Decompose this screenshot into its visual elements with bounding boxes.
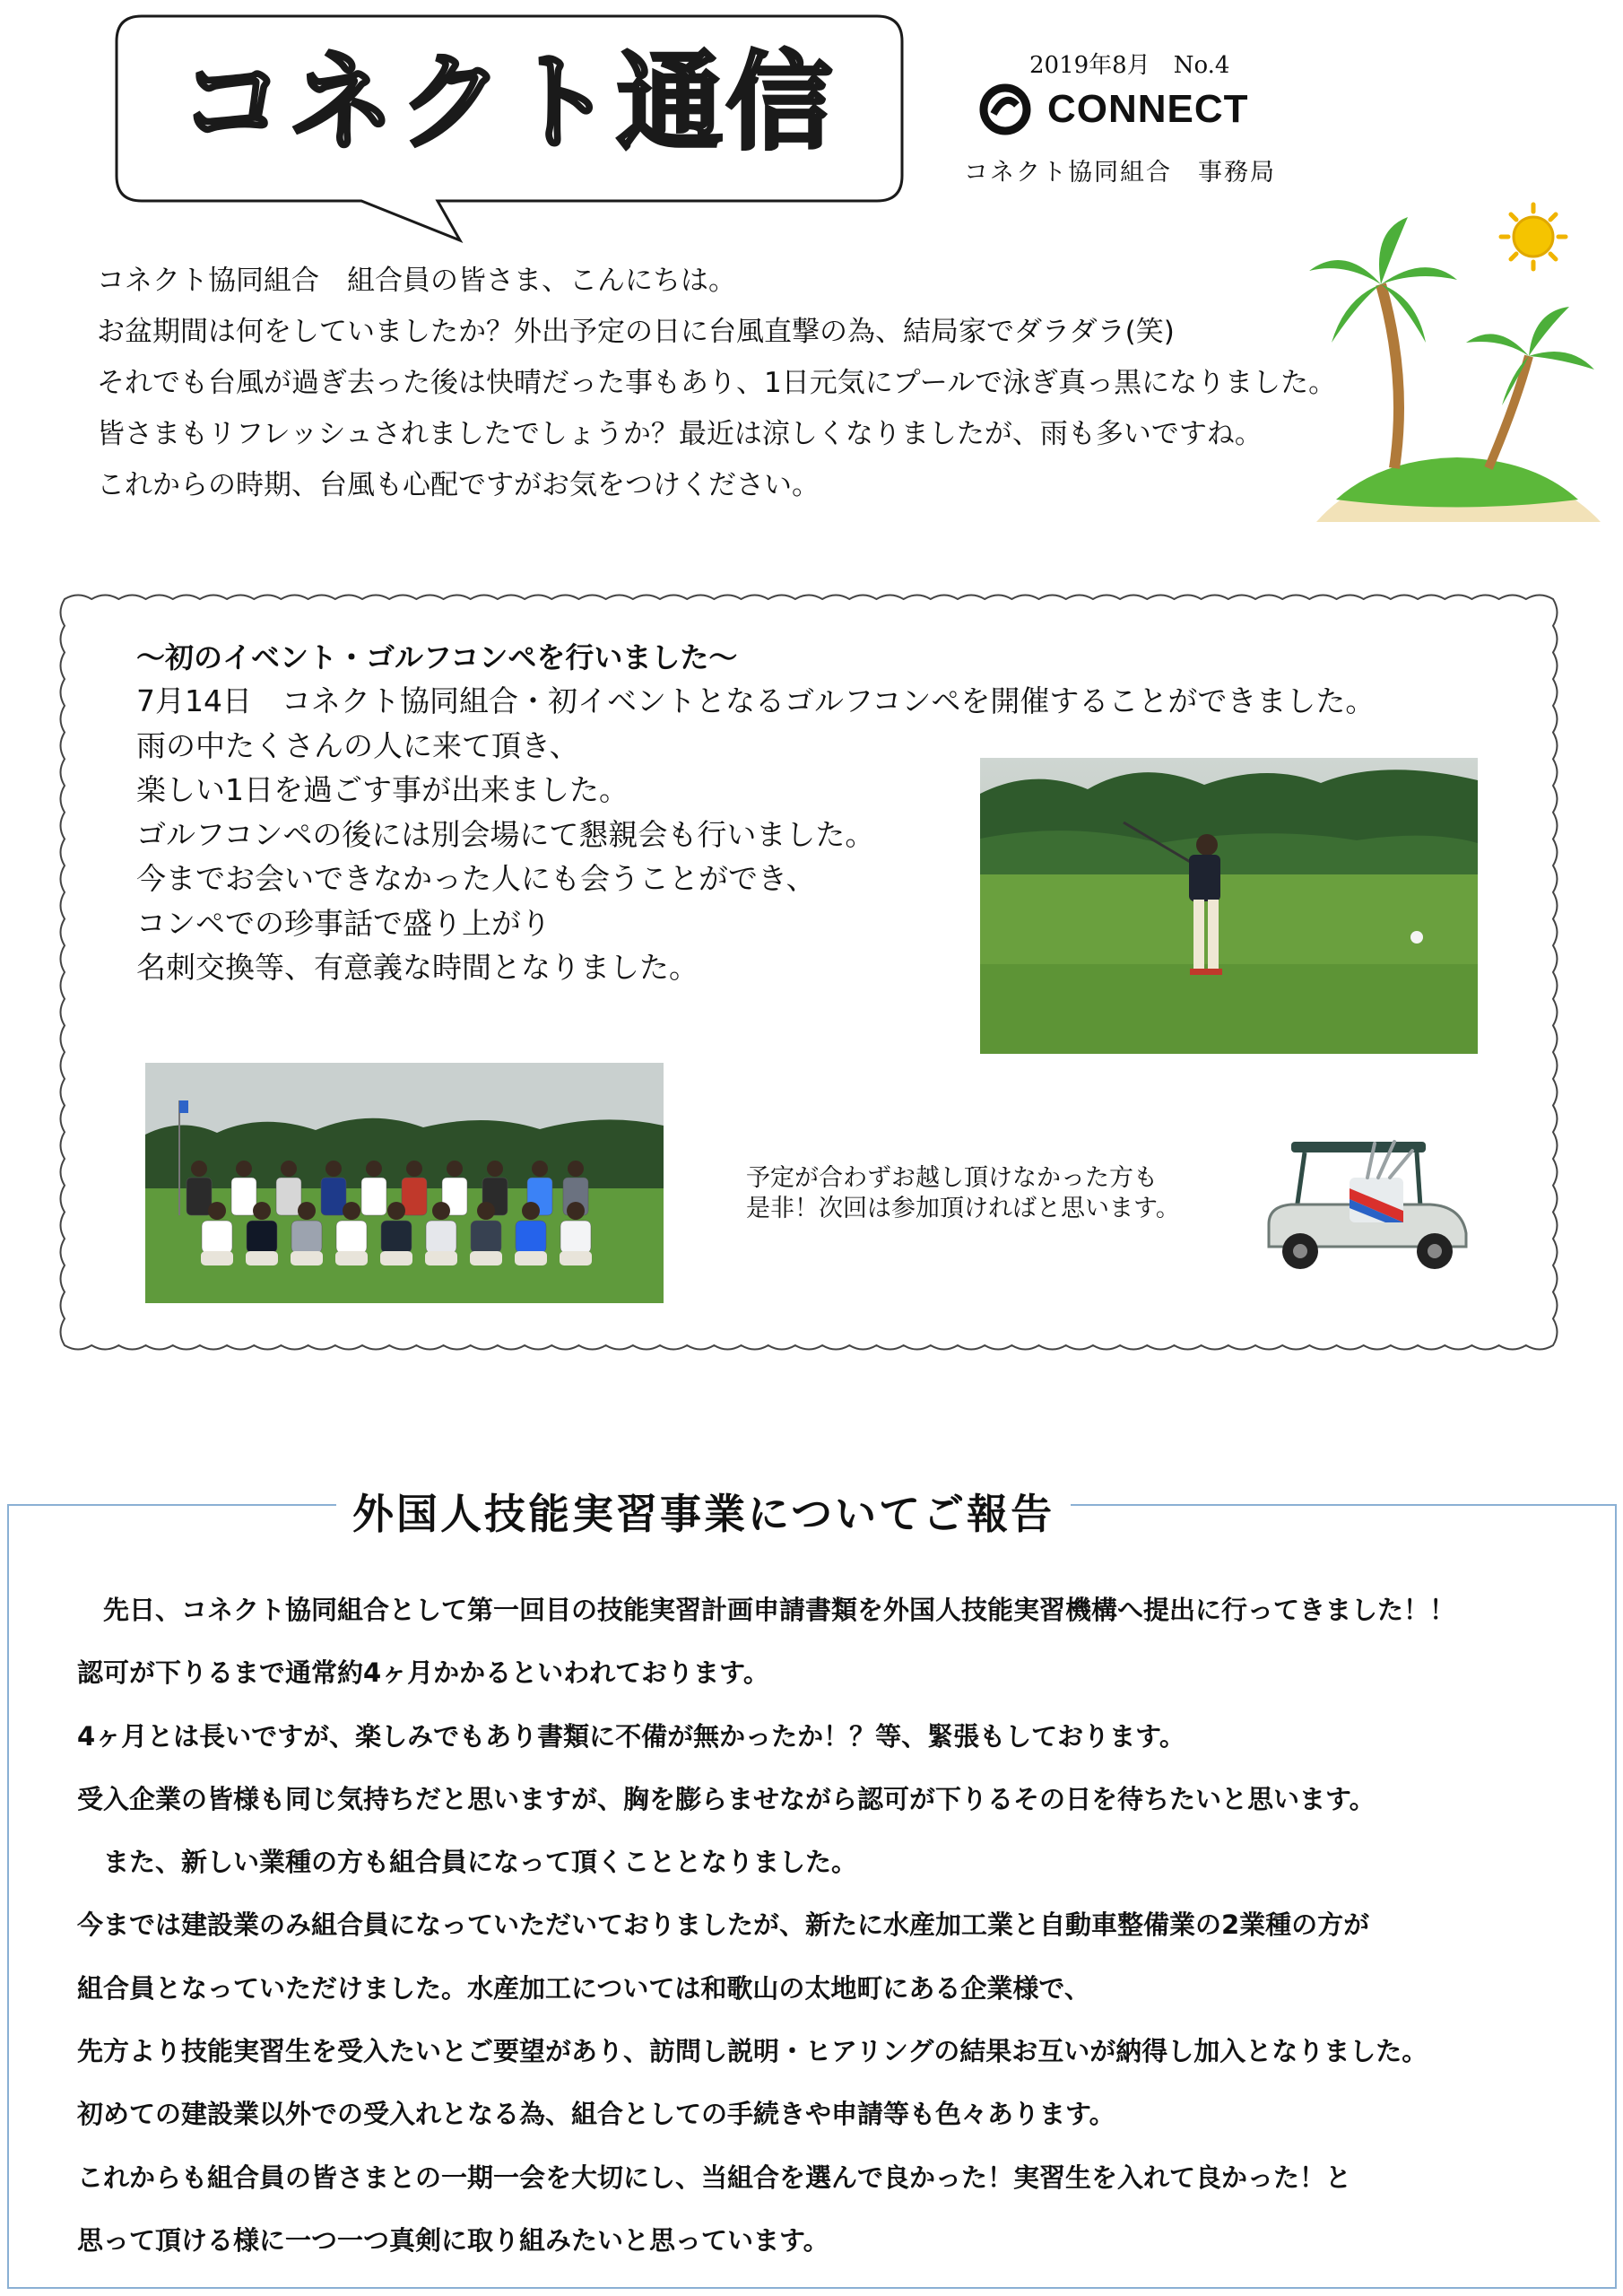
report-line: 初めての建設業以外での受入れとなる為、組合としての手続きや申請等も色々あります。: [77, 2099, 1115, 2130]
event-line: 雨の中たくさんの人に来て頂き、: [136, 727, 579, 763]
person-front-row: [470, 1251, 502, 1265]
event-line: ゴルフコンペの後には別会場にて懇親会も行いました。: [136, 816, 875, 852]
event-line: 7月14日 コネクト協同組合・初イベントとなるゴルフコンペを開催することができました。: [136, 683, 1376, 718]
office-label: コネクト協同組合 事務局: [964, 159, 1276, 187]
group-photo: [145, 1063, 664, 1303]
person-back-row: [231, 1178, 256, 1215]
person-front-row: [298, 1202, 316, 1220]
greeting-line: これからの時期、台風も心配ですがお気をつけください。: [97, 469, 820, 501]
person-back-row: [276, 1178, 301, 1215]
report-line: 4ヶ月とは長いですが、楽しみでもあり書類に不備が無かったか！？等、緊張もしております。: [77, 1720, 1185, 1752]
person-front-row: [291, 1251, 323, 1265]
person-front-row: [247, 1221, 277, 1253]
person-front-row: [246, 1251, 278, 1265]
report-paragraph: [77, 1578, 1455, 2272]
logo-text: CONNECT: [1047, 87, 1249, 131]
person-front-row: [477, 1202, 495, 1220]
person-back-row: [187, 1178, 212, 1215]
person-front-row: [387, 1202, 405, 1220]
person-front-row: [567, 1202, 585, 1220]
report-line: これからも組合員の皆さまとの一期一会を大切にし、当組合を選んで良かった！実習生を入れて良かった！と: [77, 2161, 1352, 2193]
greeting-paragraph: [97, 256, 1336, 511]
person-front-row: [432, 1202, 450, 1220]
person-back-row: [361, 1178, 386, 1215]
connect-logo: [977, 83, 1249, 136]
report-line: 先方より技能実習生を受入たいとご要望があり、訪問し説明・ヒアリングの結果お互いが納得し加入となりました。: [77, 2036, 1428, 2067]
person-front-row: [253, 1202, 271, 1220]
event-line: コンペでの珍事話で盛り上がり: [136, 905, 551, 941]
person-back-row: [281, 1161, 297, 1177]
person-back-row: [402, 1178, 427, 1215]
report-line: 認可が下りるまで通常約4ヶ月かかるといわれております。: [77, 1657, 769, 1689]
newsletter-title: コネクト通信: [179, 40, 837, 164]
person-front-row: [381, 1221, 412, 1253]
person-front-row: [336, 1221, 367, 1253]
person-back-row: [568, 1161, 584, 1177]
report-line: 思って頂ける様に一つ一つ真剣に取り組みたいと思っています。: [77, 2224, 829, 2256]
issue-label: 2019年8月 No.4: [1029, 52, 1230, 79]
golfer-photo: [980, 758, 1478, 1054]
note-line: 是非！次回は参加頂ければと思います。: [746, 1195, 1180, 1222]
report-line: 先日、コネクト協同組合として第一回目の技能実習計画申請書類を外国人技能実習機構へ提出に行ってきました！！: [77, 1595, 1456, 1625]
person-front-row: [335, 1251, 368, 1265]
report-title-wrap: [336, 1482, 1071, 1541]
person-front-row: [516, 1221, 546, 1253]
event-line: 名刺交換等、有意義な時間となりました。: [136, 950, 699, 985]
report-line: 組合員となっていただけました。水産加工については和歌山の太地町にある企業様で、: [77, 1972, 1090, 2004]
person-front-row: [202, 1221, 232, 1253]
report-line: 受入企業の皆様も同じ気持ちだと思いますが、胸を膨らませながら認可が下りるその日を待ちたいと思います。: [77, 1783, 1376, 1814]
person-back-row: [325, 1161, 342, 1177]
report-line: また、新しい業種の方も組合員になって頂くこととなりました。: [77, 1847, 858, 1878]
greeting-line: それでも台風が過ぎ去った後は快晴だった事もあり、1日元気にプールで泳ぎ真っ黒になりました。: [97, 367, 1337, 399]
person-front-row: [522, 1202, 540, 1220]
person-back-row: [321, 1178, 346, 1215]
person-back-row: [366, 1161, 382, 1177]
report-title: 外国人技能実習事業についてご報告: [352, 1490, 1055, 1538]
person-front-row: [208, 1202, 226, 1220]
person-back-row: [447, 1161, 463, 1177]
person-front-row: [515, 1251, 547, 1265]
person-front-row: [560, 1221, 591, 1253]
person-front-row: [560, 1251, 592, 1265]
note-line: 予定が合わずお越し頂けなかった方も: [746, 1164, 1158, 1192]
report-line: 今までは建設業のみ組合員になっていただいておりましたが、新たに水産加工業と自動車整備業の2業種の方が: [77, 1909, 1370, 1941]
person-back-row: [406, 1161, 422, 1177]
person-back-row: [191, 1161, 207, 1177]
person-front-row: [291, 1221, 322, 1253]
greeting-line: お盆期間は何をしていましたか？外出予定の日に台風直撃の為、結局家でダラダラ(笑): [97, 316, 1175, 348]
event-note: [746, 1163, 1180, 1224]
golf-cart-icon: [1251, 1126, 1493, 1278]
person-front-row: [380, 1251, 412, 1265]
greeting-line: 皆さまもリフレッシュされましたでしょうか？最近は涼しくなりましたが、雨も多いですね。: [97, 418, 1263, 450]
palm-island-icon: [1309, 199, 1605, 531]
sun-icon: [1501, 204, 1566, 269]
event-line: 今までお会いできなかった人にも会うことができ、: [136, 861, 816, 896]
person-front-row: [426, 1221, 456, 1253]
person-front-row: [471, 1221, 501, 1253]
person-back-row: [487, 1161, 503, 1177]
event-heading: ～初のイベント・ゴルフコンペを行いました～: [136, 640, 738, 674]
person-front-row: [425, 1251, 457, 1265]
greeting-line: コネクト協同組合 組合員の皆さま、こんにちは。: [97, 265, 736, 297]
person-front-row: [343, 1202, 360, 1220]
connect-logo-icon: [977, 83, 1033, 135]
person-back-row: [532, 1161, 548, 1177]
event-line: 楽しい1日を過ごす事が出来ました。: [136, 772, 629, 807]
person-back-row: [236, 1161, 252, 1177]
person-front-row: [201, 1251, 233, 1265]
